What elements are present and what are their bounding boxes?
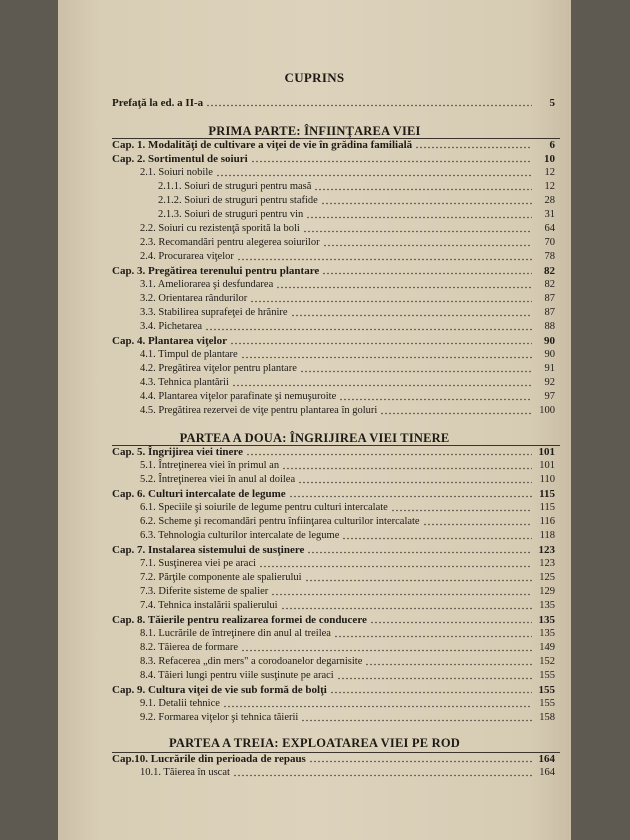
leader-dots <box>232 384 532 387</box>
toc-entry-label: 6.1. Speciile şi soiurile de legume pentru culturi intercalate <box>140 502 388 513</box>
toc-entry-page: 12 <box>544 181 555 192</box>
leader-dots <box>230 342 532 345</box>
toc-entry-section <box>140 669 555 683</box>
toc-entry-chapter <box>112 613 555 627</box>
toc-entry-label: 2.1.2. Soiuri de struguri pentru stafide <box>158 195 318 206</box>
leader-dots <box>321 202 532 205</box>
leader-dots <box>246 453 532 456</box>
toc-entry-page: 135 <box>539 600 555 611</box>
toc-entry-subsection <box>158 180 555 194</box>
toc-title: CUPRINS <box>284 70 345 85</box>
toc-entry-label: 2.1.3. Soiuri de struguri pentru vin <box>158 209 304 220</box>
toc-entry-section <box>140 627 555 641</box>
leader-dots <box>370 621 532 624</box>
toc-entry-page: 110 <box>539 474 555 485</box>
leader-dots <box>423 523 532 526</box>
toc-entry-section <box>140 697 555 711</box>
toc-entry-page: 90 <box>544 335 555 347</box>
toc-entry-label: 3.2. Orientarea rândurilor <box>140 293 248 304</box>
toc-entry-page: 149 <box>539 642 555 653</box>
toc-entry-page: 164 <box>538 753 555 765</box>
part-title: PARTEA A DOUA: ÎNGRIJIREA VIEI TINERE <box>179 431 450 445</box>
leader-dots <box>276 286 532 289</box>
toc-entry-label: 8.2. Tăierea de formare <box>140 642 239 653</box>
toc-entry-label: 4.5. Pregătirea rezervei de viţe pentru plantarea în goluri <box>140 405 378 416</box>
toc-entry-section <box>140 250 555 264</box>
toc-entry-label: 10.1. Tăierea în uscat <box>140 767 230 778</box>
leader-dots <box>237 258 532 261</box>
leader-dots <box>339 398 532 401</box>
toc-entry-page: 123 <box>539 558 555 569</box>
leader-dots <box>314 188 532 191</box>
toc-entry-chapter <box>112 152 555 166</box>
toc-entry-label: 2.1.1. Soiuri de struguri pentru masă <box>158 181 312 192</box>
toc-entry-label: 7.4. Tehnica instalării spalierului <box>140 600 278 611</box>
toc-entry-subsection <box>158 208 555 222</box>
toc-entry-chapter <box>112 752 555 766</box>
toc-entry-label: 7.1. Susţinerea viei pe araci <box>140 558 257 569</box>
toc-entry-section <box>140 376 555 390</box>
toc-entry-label: 4.3. Tehnica plantării <box>140 377 229 388</box>
leader-dots <box>216 174 532 177</box>
toc-entry-page: 78 <box>544 251 555 262</box>
toc-entry-page: 125 <box>539 572 555 583</box>
leader-dots <box>330 691 532 694</box>
toc-entry-label: Prefaţă la ed. a II-a <box>112 97 204 109</box>
toc-entry-label: 2.1. Soiuri nobile <box>140 167 213 178</box>
toc-entry-page: 101 <box>539 460 555 471</box>
toc-entry-label: 4.1. Timpul de plantare <box>140 349 238 360</box>
toc-entry-page: 152 <box>539 656 555 667</box>
toc-entry-section <box>140 599 555 613</box>
toc-entry-page: 115 <box>539 502 555 513</box>
book-page <box>58 0 571 840</box>
leader-dots <box>391 509 532 512</box>
toc-entry-section <box>140 459 555 473</box>
toc-entry-chapter <box>112 543 555 557</box>
toc-entry-label: Cap. 1. Modalităţi de cultivare a viţei de vie în grădina familială <box>112 139 413 151</box>
toc-entry-page: 87 <box>544 307 555 318</box>
toc-entry-label: 5.2. Întreţinerea viei în anul al doilea <box>140 474 296 485</box>
toc-entry-page: 101 <box>538 446 555 458</box>
toc-entry-page: 135 <box>538 614 555 626</box>
toc-entry-page: 10 <box>544 153 555 165</box>
toc-entry-label: Cap. 4. Plantarea viţelor <box>112 335 227 347</box>
toc-entry-page: 155 <box>538 684 555 696</box>
toc-entry-section <box>140 501 555 515</box>
toc-entry-section <box>140 348 555 362</box>
leader-dots <box>250 300 532 303</box>
leader-dots <box>380 412 532 415</box>
leader-dots <box>303 230 532 233</box>
toc-entry-section <box>140 571 555 585</box>
leader-dots <box>323 244 532 247</box>
toc-entry-page: 116 <box>539 516 555 527</box>
toc-entry-page: 158 <box>539 712 555 723</box>
leader-dots <box>322 272 532 275</box>
toc-entry-page: 92 <box>544 377 555 388</box>
toc-entry-page: 91 <box>544 363 555 374</box>
toc-entry-label: Cap.10. Lucrările din perioada de repaus <box>112 753 306 765</box>
toc-entry-section <box>140 529 555 543</box>
toc-entry-label: 9.1. Detalii tehnice <box>140 698 220 709</box>
toc-entry-section <box>140 766 555 780</box>
toc-entry-section <box>140 320 555 334</box>
toc-entry-page: 118 <box>539 530 555 541</box>
toc-entry-chapter <box>112 683 555 697</box>
leader-dots <box>241 356 532 359</box>
toc-entry-label: 8.4. Tăieri lungi pentru viile susţinute pe araci <box>140 670 334 681</box>
toc-entry-page: 64 <box>544 223 555 234</box>
toc-entry-section <box>140 236 555 250</box>
toc-entry-label: Cap. 8. Tăierile pentru realizarea formei de conducere <box>112 614 367 626</box>
toc-entry-section <box>140 585 555 599</box>
leader-dots <box>223 705 532 708</box>
toc-entry-page: 87 <box>544 293 555 304</box>
toc-entry-page: 31 <box>544 209 555 220</box>
toc-entry-page: 90 <box>544 349 555 360</box>
toc-entry-page: 97 <box>544 391 555 402</box>
toc-entry-label: 2.3. Recomandări pentru alegerea soiurilor <box>140 237 320 248</box>
leader-dots <box>281 607 532 610</box>
toc-entry-page: 88 <box>544 321 555 332</box>
leader-dots <box>259 565 532 568</box>
toc-entry-page: 115 <box>539 488 555 500</box>
toc-entry-page: 28 <box>544 195 555 206</box>
toc-entry-page: 82 <box>544 265 555 277</box>
leader-dots <box>334 635 532 638</box>
leader-dots <box>289 495 532 498</box>
leader-dots <box>365 663 532 666</box>
toc-entry-page: 155 <box>539 670 555 681</box>
toc-entry-section <box>140 557 555 571</box>
toc-entry-label: 5.1. Întreţinerea viei în primul an <box>140 460 280 471</box>
toc-entry-label: 3.1. Ameliorarea şi desfundarea <box>140 279 274 290</box>
toc-entry-chapter <box>112 487 555 501</box>
toc-entry-chapter <box>112 445 555 459</box>
leader-dots <box>205 328 532 331</box>
leader-dots <box>300 370 532 373</box>
toc-entry-page: 135 <box>539 628 555 639</box>
toc-entry-section <box>140 711 555 725</box>
toc-entry-label: 6.3. Tehnologia culturilor intercalate de legume <box>140 530 340 541</box>
toc-entry-label: 8.3. Refacerea „din mers" a corodoanelor degarnisite <box>140 656 363 667</box>
leader-dots <box>291 314 532 317</box>
toc-entry-page: 12 <box>544 167 555 178</box>
toc-entry-page: 5 <box>549 97 555 109</box>
toc-entry-subsection <box>158 194 555 208</box>
toc-entry-section <box>140 655 555 669</box>
toc-entry-label: 6.2. Scheme şi recomandări pentru înfiinţarea culturilor intercalate <box>140 516 420 527</box>
leader-dots <box>251 160 532 163</box>
leader-dots <box>298 481 532 484</box>
toc-entry-page: 6 <box>549 139 555 151</box>
leader-dots <box>309 760 532 763</box>
leader-dots <box>305 579 532 582</box>
toc-entry-label: 3.3. Stabilirea suprafeţei de hrănire <box>140 307 288 318</box>
toc-entry-label: 3.4. Pichetarea <box>140 321 203 332</box>
toc-entry-label: Cap. 6. Culturi intercalate de legume <box>112 488 286 500</box>
toc-entry-section <box>140 278 555 292</box>
toc-entry-label: 7.3. Diferite sisteme de spalier <box>140 586 269 597</box>
toc-entry-page: 123 <box>538 544 555 556</box>
toc-entry-section <box>140 515 555 529</box>
leader-dots <box>306 216 532 219</box>
toc-entry-page: 164 <box>539 767 555 778</box>
toc-entry-label: 4.4. Plantarea viţelor parafinate şi nemuşuroite <box>140 391 337 402</box>
leader-dots <box>271 593 532 596</box>
leader-dots <box>241 649 532 652</box>
toc-entry-label: Cap. 5. Îngrijirea viei tinere <box>112 446 243 458</box>
toc-entry-label: 2.4. Procurarea viţelor <box>140 251 234 262</box>
toc-entry-section <box>140 404 555 418</box>
leader-dots <box>415 146 532 149</box>
leader-dots <box>342 537 532 540</box>
toc-entry-label: Cap. 9. Cultura viţei de vie sub formă de bolţi <box>112 684 327 696</box>
toc-entry-section <box>140 222 555 236</box>
toc-entry-label: Cap. 7. Instalarea sistemului de susţinere <box>112 544 305 556</box>
toc-entry-page: 129 <box>539 586 555 597</box>
toc-entry-label: 2.2. Soiuri cu rezistenţă sporită la boli <box>140 223 300 234</box>
toc-entry-preface <box>112 96 555 110</box>
toc-entry-section <box>140 641 555 655</box>
toc-entry-page: 155 <box>539 698 555 709</box>
leader-dots <box>337 677 532 680</box>
toc-entry-page: 100 <box>539 405 555 416</box>
part-title: PRIMA PARTE: ÎNFIINŢAREA VIEI <box>208 124 421 138</box>
toc-entry-chapter <box>112 138 555 152</box>
toc-entry-section <box>140 473 555 487</box>
toc-entry-label: Cap. 3. Pregătirea terenului pentru plantare <box>112 265 320 277</box>
toc-entry-section <box>140 166 555 180</box>
leader-dots <box>282 467 532 470</box>
leader-dots <box>301 719 532 722</box>
toc-entry-label: 9.2. Formarea viţelor şi tehnica tăierii <box>140 712 299 723</box>
toc-entry-label: 7.2. Părţile componente ale spalierului <box>140 572 302 583</box>
toc-entry-label: 4.2. Pregătirea viţelor pentru plantare <box>140 363 297 374</box>
toc-entry-section <box>140 306 555 320</box>
leader-dots <box>233 774 532 777</box>
toc-entry-chapter <box>112 264 555 278</box>
toc-entry-label: 8.1. Lucrările de întreţinere din anul al treilea <box>140 628 331 639</box>
toc-entry-section <box>140 362 555 376</box>
toc-entry-label: Cap. 2. Sortimentul de soiuri <box>112 153 248 165</box>
toc-entry-section <box>140 292 555 306</box>
toc-entry-section <box>140 390 555 404</box>
leader-dots <box>206 104 532 107</box>
leader-dots <box>307 551 532 554</box>
toc-entry-page: 82 <box>544 279 555 290</box>
part-title: PARTEA A TREIA: EXPLOATAREA VIEI PE ROD <box>169 736 460 750</box>
toc-entry-page: 70 <box>544 237 555 248</box>
toc-entry-chapter <box>112 334 555 348</box>
